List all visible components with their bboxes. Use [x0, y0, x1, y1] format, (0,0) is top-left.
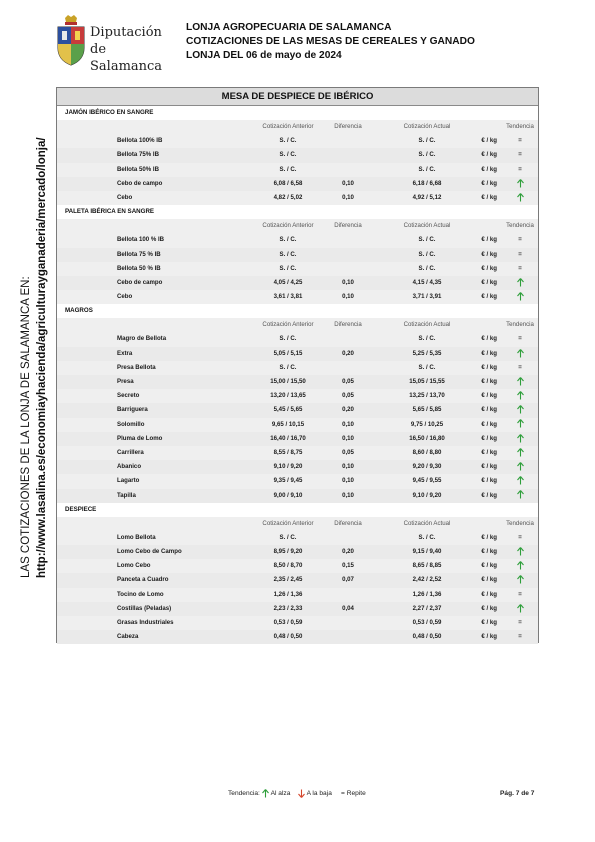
product-name: Extra: [117, 349, 133, 357]
product-name: Magro de Bellota: [117, 335, 167, 343]
price-actual: S. / C.: [418, 236, 436, 244]
price-anterior: 4,05 / 4,25: [273, 278, 303, 286]
table-row: [57, 163, 538, 177]
price-unit: € / kg: [481, 434, 497, 442]
trend-up-icon: [517, 448, 524, 457]
product-name: Bellota 50 % IB: [117, 264, 161, 272]
trend-cell: [502, 134, 538, 148]
price-diferencia: 0,07: [342, 576, 354, 584]
price-actual: 9,45 / 9,55: [412, 477, 442, 485]
trend-equal: =: [518, 363, 522, 371]
trend-cell: [502, 233, 538, 247]
section-title: DESPIECE: [57, 503, 538, 517]
table-row: [57, 489, 538, 503]
price-diferencia: 0,04: [342, 604, 354, 612]
table-sections: [57, 106, 538, 644]
trend-cell: [502, 262, 538, 276]
price-actual: 9,75 / 10,25: [410, 420, 444, 428]
price-anterior: 1,26 / 1,36: [273, 590, 303, 598]
trend-up-icon: [517, 278, 524, 287]
table-row: [57, 474, 538, 488]
product-name: Lomo Bellota: [117, 533, 156, 541]
price-unit: € / kg: [481, 548, 497, 556]
price-diferencia: 0,10: [342, 420, 354, 428]
header-actual: Cotización Actual: [403, 519, 451, 527]
trend-cell: [502, 177, 538, 191]
trend-up-icon: [517, 292, 524, 301]
trend-up-icon: [517, 179, 524, 188]
trend-up-icon: [517, 561, 524, 570]
section-title: MAGROS: [57, 304, 538, 318]
product-name: Cabeza: [117, 633, 139, 641]
section-title: PALETA IBÉRICA EN SANGRE: [57, 205, 538, 219]
price-unit: € / kg: [481, 477, 497, 485]
table-row: [57, 630, 538, 644]
trend-cell: [502, 163, 538, 177]
product-name: Bellota 100% IB: [117, 137, 163, 145]
product-name: Panceta a Cuadro: [117, 576, 169, 584]
trend-cell: [502, 446, 538, 460]
table-row: [57, 432, 538, 446]
price-actual: S. / C.: [418, 264, 436, 272]
price-diferencia: 0,10: [342, 463, 354, 471]
trend-up-icon: [517, 490, 524, 499]
price-table: [56, 87, 539, 643]
price-unit: € / kg: [481, 619, 497, 626]
price-unit: € / kg: [481, 406, 497, 414]
header-tendencia: Tendencia: [506, 519, 534, 527]
table-row: [57, 602, 538, 616]
header-line2: COTIZACIONES DE LAS MESAS DE CEREALES Y GANADO: [186, 36, 475, 47]
product-name: Cebo de campo: [117, 179, 163, 187]
trend-cell: [502, 616, 538, 630]
product-name: Lagarto: [117, 477, 140, 485]
header-diferencia: Diferencia: [334, 123, 362, 130]
price-unit: € / kg: [481, 264, 497, 272]
price-anterior: S. / C.: [279, 165, 297, 173]
price-anterior: S. / C.: [279, 264, 297, 272]
trend-cell: [502, 347, 538, 361]
price-unit: € / kg: [481, 420, 497, 428]
price-anterior: 2,23 / 2,33: [273, 604, 303, 612]
table-row: [57, 403, 538, 417]
trend-up-icon: [517, 575, 524, 584]
trend-cell: [502, 389, 538, 403]
price-unit: € / kg: [481, 533, 497, 541]
price-anterior: 4,82 / 5,02: [273, 193, 303, 201]
table-row: [57, 233, 538, 247]
trend-equal: =: [518, 264, 522, 272]
column-header-row: [57, 219, 538, 233]
price-actual: 13,25 / 13,70: [409, 392, 445, 400]
price-anterior: 5,45 / 5,65: [273, 406, 303, 414]
arrow-down-icon: [298, 789, 305, 798]
table-row: [57, 389, 538, 403]
table-row: [57, 177, 538, 191]
trend-cell: [502, 531, 538, 545]
trend-up-icon: [517, 462, 524, 471]
price-unit: € / kg: [481, 293, 497, 301]
product-name: Cebo de campo: [117, 278, 163, 286]
price-anterior: 6,08 / 6,58: [273, 179, 303, 187]
price-actual: 9,10 / 9,20: [412, 491, 442, 499]
trend-cell: [502, 276, 538, 290]
coat-of-arms-icon: [56, 14, 86, 66]
price-unit: € / kg: [481, 349, 497, 357]
header-line1: LONJA AGROPECUARIA DE SALAMANCA: [186, 22, 392, 33]
table-row: [57, 262, 538, 276]
price-diferencia: 0,15: [342, 562, 354, 570]
trend-cell: [502, 418, 538, 432]
table-row: [57, 616, 538, 630]
price-actual: 5,65 / 5,85: [412, 406, 442, 414]
trend-cell: [502, 573, 538, 587]
header-anterior: Cotización Anterior: [262, 123, 314, 130]
product-name: Costillas (Peladas): [117, 604, 172, 612]
table-section: [57, 304, 538, 502]
price-anterior: S. / C.: [279, 533, 297, 541]
section-title: JAMÓN IBÉRICO EN SANGRE: [57, 106, 538, 120]
price-diferencia: 0,05: [342, 392, 354, 400]
trend-cell: [502, 630, 538, 644]
price-anterior: S. / C.: [279, 335, 297, 343]
price-diferencia: 0,20: [342, 349, 354, 357]
table-row: [57, 148, 538, 162]
price-unit: € / kg: [481, 179, 497, 187]
price-anterior: S. / C.: [279, 151, 297, 159]
table-row: [57, 460, 538, 474]
table-row: [57, 573, 538, 587]
header-actual: Cotización Actual: [403, 123, 451, 130]
price-actual: S. / C.: [418, 165, 436, 173]
price-actual: S. / C.: [418, 137, 436, 145]
price-actual: 1,26 / 1,36: [412, 590, 442, 598]
trend-equal: =: [518, 236, 522, 244]
trend-equal: =: [518, 165, 522, 173]
table-title: MESA DE DESPIECE DE IBÉRICO: [57, 88, 538, 106]
price-actual: 0,48 / 0,50: [412, 633, 442, 641]
price-actual: 3,71 / 3,91: [412, 293, 442, 301]
table-row: [57, 418, 538, 432]
price-anterior: 9,35 / 9,45: [273, 477, 303, 485]
page-number: Pág. 7 de 7: [500, 790, 535, 797]
trend-cell: [502, 361, 538, 375]
product-name: Carrillera: [117, 448, 144, 456]
price-anterior: S. / C.: [279, 137, 297, 145]
price-anterior: 5,05 / 5,15: [273, 349, 303, 357]
column-header-row: [57, 318, 538, 332]
price-anterior: 0,48 / 0,50: [273, 633, 303, 641]
price-unit: € / kg: [481, 378, 497, 385]
diputacion-logo: [56, 14, 168, 74]
header-tendencia: Tendencia: [506, 123, 534, 130]
price-diferencia: 0,10: [342, 278, 354, 286]
price-diferencia: 0,10: [342, 179, 354, 187]
trend-cell: [502, 460, 538, 474]
price-anterior: 9,10 / 9,20: [273, 463, 303, 471]
price-actual: 6,18 / 6,68: [412, 179, 442, 187]
product-name: Secreto: [117, 392, 140, 400]
trend-equal: =: [518, 590, 522, 598]
header-line3: LONJA DEL 06 de mayo de 2024: [186, 50, 342, 61]
table-row: [57, 559, 538, 573]
side-note-line1: LAS COTIZACIONES DE LA LONJA DE SALAMANCA EN:: [20, 276, 32, 578]
table-row: [57, 446, 538, 460]
price-unit: € / kg: [481, 363, 497, 371]
price-unit: € / kg: [481, 165, 497, 173]
table-section: [57, 503, 538, 645]
price-actual: 16,50 / 16,80: [409, 434, 445, 442]
trend-up-icon: [517, 349, 524, 358]
price-diferencia: 0,05: [342, 448, 354, 456]
price-actual: S. / C.: [418, 335, 436, 343]
header-anterior: Cotización Anterior: [262, 321, 314, 329]
header-anterior: Cotización Anterior: [262, 519, 314, 527]
side-note: [18, 137, 50, 578]
price-anterior: 13,20 / 13,65: [270, 392, 306, 400]
price-diferencia: 0,10: [342, 477, 354, 485]
price-anterior: 8,95 / 9,20: [273, 548, 303, 556]
product-name: Tocino de Lomo: [117, 590, 164, 598]
trend-equal: =: [518, 250, 522, 258]
trend-cell: [502, 248, 538, 262]
price-unit: € / kg: [481, 250, 497, 258]
price-actual: 4,15 / 4,35: [412, 278, 442, 286]
trend-equal: =: [518, 633, 522, 641]
table-row: [57, 248, 538, 262]
price-unit: € / kg: [481, 491, 497, 499]
trend-cell: [502, 474, 538, 488]
table-section: [57, 106, 538, 205]
trend-cell: [502, 403, 538, 417]
product-name: Tapilla: [117, 491, 136, 499]
table-row: [57, 134, 538, 148]
table-row: [57, 375, 538, 389]
column-header-row: [57, 517, 538, 531]
price-anterior: 0,53 / 0,59: [273, 619, 303, 626]
price-unit: € / kg: [481, 193, 497, 201]
price-actual: S. / C.: [418, 533, 436, 541]
table-row: [57, 191, 538, 205]
table-row: [57, 545, 538, 559]
price-actual: 5,25 / 5,35: [412, 349, 442, 357]
price-anterior: 2,35 / 2,45: [273, 576, 303, 584]
logo-line2: de Salamanca: [90, 42, 163, 74]
price-unit: € / kg: [481, 236, 497, 244]
product-name: Cebo: [117, 293, 133, 301]
price-anterior: S. / C.: [279, 363, 297, 371]
legend-down: A la baja: [306, 790, 332, 797]
price-actual: S. / C.: [418, 363, 436, 371]
product-name: Bellota 75 % IB: [117, 250, 161, 258]
table-row: [57, 290, 538, 304]
header-actual: Cotización Actual: [403, 222, 451, 230]
price-unit: € / kg: [481, 633, 497, 641]
trend-up-icon: [517, 434, 524, 443]
price-anterior: 3,61 / 3,81: [273, 293, 303, 301]
trend-up-icon: [517, 547, 524, 556]
product-name: Presa: [117, 378, 134, 385]
arrow-up-icon: [262, 789, 269, 798]
trend-cell: [502, 148, 538, 162]
price-anterior: 8,50 / 8,70: [273, 562, 303, 570]
product-name: Bellota 75% IB: [117, 151, 159, 159]
price-diferencia: 0,20: [342, 548, 354, 556]
price-actual: 2,42 / 2,52: [412, 576, 442, 584]
price-anterior: S. / C.: [279, 236, 297, 244]
table-row: [57, 332, 538, 346]
header-actual: Cotización Actual: [403, 321, 451, 329]
price-diferencia: 0,20: [342, 406, 354, 414]
header-diferencia: Diferencia: [334, 321, 362, 329]
header-diferencia: Diferencia: [334, 222, 362, 230]
trend-equal: =: [518, 619, 522, 626]
price-unit: € / kg: [481, 151, 497, 159]
document-header: [186, 21, 475, 63]
table-row: [57, 347, 538, 361]
trend-cell: [502, 432, 538, 446]
trend-cell: [502, 559, 538, 573]
price-unit: € / kg: [481, 278, 497, 286]
legend-equal: = Repite: [341, 790, 366, 797]
price-anterior: 15,00 / 15,50: [270, 378, 306, 385]
header-tendencia: Tendencia: [506, 321, 534, 329]
product-name: Solomillo: [117, 420, 145, 428]
trend-up-icon: [517, 476, 524, 485]
price-anterior: 9,65 / 10,15: [271, 420, 305, 428]
price-unit: € / kg: [481, 137, 497, 145]
trend-cell: [502, 602, 538, 616]
price-unit: € / kg: [481, 576, 497, 584]
trend-up-icon: [517, 377, 524, 386]
product-name: Cebo: [117, 193, 133, 201]
trend-equal: =: [518, 151, 522, 159]
product-name: Grasas Industriales: [117, 619, 174, 626]
trend-up-icon: [517, 405, 524, 414]
price-diferencia: 0,10: [342, 293, 354, 301]
trend-up-icon: [517, 419, 524, 428]
trend-cell: [502, 191, 538, 205]
price-diferencia: 0,10: [342, 491, 354, 499]
header-tendencia: Tendencia: [506, 222, 534, 230]
column-header-row: [57, 120, 538, 134]
price-anterior: 16,40 / 16,70: [270, 434, 306, 442]
product-name: Lomo Cebo de Campo: [117, 548, 182, 556]
product-name: Bellota 50% IB: [117, 165, 159, 173]
price-unit: € / kg: [481, 590, 497, 598]
trend-legend: [228, 789, 366, 798]
price-actual: S. / C.: [418, 250, 436, 258]
trend-equal: =: [518, 533, 522, 541]
price-actual: 9,20 / 9,30: [412, 463, 442, 471]
price-actual: 8,65 / 8,85: [412, 562, 442, 570]
trend-cell: [502, 545, 538, 559]
table-section: [57, 205, 538, 304]
price-anterior: 9,00 / 9,10: [273, 491, 303, 499]
price-actual: 9,15 / 9,40: [412, 548, 442, 556]
side-note-url[interactable]: http://www.lasalina.es/economiayhacienda/agriculturayganaderia/mercado/lonja/: [36, 137, 48, 578]
product-name: Bellota 100 % IB: [117, 236, 165, 244]
product-name: Abanico: [117, 463, 142, 471]
table-row: [57, 276, 538, 290]
price-actual: 8,60 / 8,80: [412, 448, 442, 456]
trend-cell: [502, 290, 538, 304]
price-diferencia: 0,10: [342, 193, 354, 201]
header-anterior: Cotización Anterior: [262, 222, 314, 230]
trend-equal: =: [518, 335, 522, 343]
trend-cell: [502, 489, 538, 503]
trend-up-icon: [517, 604, 524, 613]
legend-up: Al alza: [270, 790, 291, 797]
trend-cell: [502, 588, 538, 602]
logo-line1: Diputación: [90, 25, 162, 40]
price-unit: € / kg: [481, 335, 497, 343]
price-diferencia: 0,10: [342, 434, 354, 442]
price-anterior: 8,55 / 8,75: [273, 448, 303, 456]
product-name: Pluma de Lomo: [117, 434, 163, 442]
price-unit: € / kg: [481, 604, 497, 612]
legend-label: Tendencia:: [228, 790, 260, 797]
price-unit: € / kg: [481, 463, 497, 471]
price-unit: € / kg: [481, 448, 497, 456]
price-anterior: S. / C.: [279, 250, 297, 258]
product-name: Presa Bellota: [117, 363, 156, 371]
price-actual: 0,53 / 0,59: [412, 619, 442, 626]
trend-cell: [502, 375, 538, 389]
price-actual: S. / C.: [418, 151, 436, 159]
table-row: [57, 588, 538, 602]
product-name: Lomo Cebo: [117, 562, 151, 570]
price-actual: 2,27 / 2,37: [412, 604, 442, 612]
product-name: Barriguera: [117, 406, 148, 414]
price-unit: € / kg: [481, 562, 497, 570]
table-row: [57, 361, 538, 375]
header-diferencia: Diferencia: [334, 519, 362, 527]
table-row: [57, 531, 538, 545]
price-actual: 4,92 / 5,12: [412, 193, 442, 201]
trend-equal: =: [518, 137, 522, 145]
price-diferencia: 0,05: [342, 378, 354, 385]
price-actual: 15,05 / 15,55: [409, 378, 445, 385]
trend-up-icon: [517, 391, 524, 400]
price-unit: € / kg: [481, 392, 497, 400]
trend-up-icon: [517, 193, 524, 202]
trend-cell: [502, 332, 538, 346]
